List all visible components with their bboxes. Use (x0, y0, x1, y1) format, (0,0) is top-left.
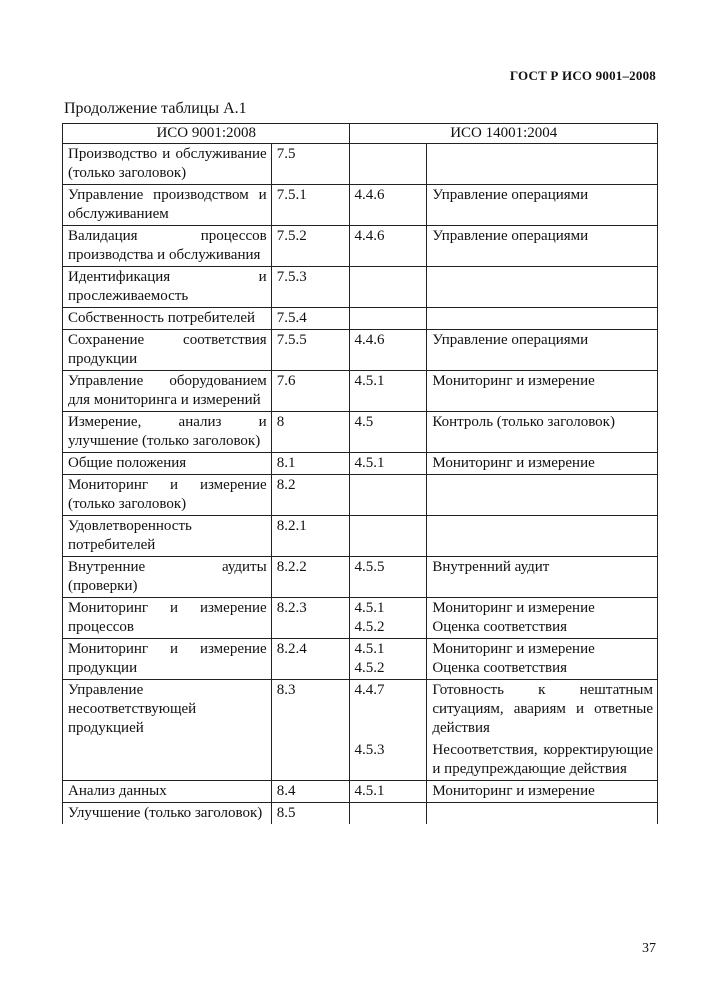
iso9001-clause-cell: 8.2.3 (271, 598, 349, 639)
iso14001-clause-cell (349, 781, 427, 803)
iso14001-title-cell (427, 803, 658, 825)
table-row (63, 639, 658, 680)
iso9001-requirement-cell: Общие положения (63, 453, 272, 475)
iso9001-clause-cell: 8 (271, 412, 349, 453)
iso14001-clause-cell (349, 226, 427, 267)
table-row (63, 598, 658, 639)
iso14001-clause-value: 4.5.1 (354, 783, 385, 799)
iso14001-clause-value: 4.4.6 (354, 187, 385, 203)
iso14001-clause-cell (349, 453, 427, 475)
iso9001-requirement-cell: Управление оборудованием для мониторинга и измерений (63, 371, 272, 412)
iso14001-clause-cell (349, 475, 427, 516)
iso14001-title-value: Внутренний аудит (432, 559, 550, 575)
table-row (63, 781, 658, 803)
iso9001-clause-cell: 7.5.1 (271, 185, 349, 226)
iso9001-clause-cell: 7.5 (271, 144, 349, 185)
iso9001-requirement-cell: Внутренние аудиты (проверки) (63, 557, 272, 598)
iso14001-clause-value: 4.5.1 (354, 455, 385, 471)
iso14001-clause-value: 4.5.1 (354, 641, 385, 657)
iso9001-clause-cell: 8.2 (271, 475, 349, 516)
column-header-iso9001: ИСО 9001:2008 (63, 124, 350, 144)
table-row (63, 803, 658, 825)
column-header-iso14001: ИСО 14001:2004 (349, 124, 657, 144)
table-row (63, 680, 658, 781)
table-row (63, 412, 658, 453)
correspondence-table (62, 123, 658, 824)
iso14001-title-cell (427, 308, 658, 330)
table-row (63, 308, 658, 330)
iso14001-clause-value: 4.4.7 (354, 682, 385, 698)
table-row (63, 144, 658, 185)
table-row (63, 267, 658, 308)
iso14001-title-cell (427, 412, 658, 453)
iso14001-clause-cell (349, 639, 427, 680)
iso14001-clause-cell (349, 557, 427, 598)
iso9001-clause-cell: 7.5.5 (271, 330, 349, 371)
iso14001-title-value: Управление операциями (432, 187, 589, 203)
iso14001-title-cell (427, 475, 658, 516)
iso14001-clause-value: 4.4.6 (354, 228, 385, 244)
iso14001-title-value: Мониторинг и измерение (432, 455, 595, 471)
table-row (63, 330, 658, 371)
iso14001-title-cell (427, 781, 658, 803)
iso9001-requirement-cell: Мониторинг и измерение процессов (63, 598, 272, 639)
iso14001-title-cell (427, 330, 658, 371)
table-row (63, 557, 658, 598)
iso9001-requirement-cell: Идентификация и прослеживаемость (63, 267, 272, 308)
iso14001-clause-cell (349, 803, 427, 825)
iso9001-requirement-cell: Производство и обслуживание (только заголовок) (63, 144, 272, 185)
iso9001-clause-cell: 8.2.2 (271, 557, 349, 598)
iso14001-clause-value: 4.5.2 (354, 619, 385, 635)
iso14001-clause-cell (349, 144, 427, 185)
iso14001-title-cell (427, 185, 658, 226)
iso9001-clause-cell: 8.4 (271, 781, 349, 803)
iso14001-title-value: Управление операциями (432, 332, 589, 348)
iso9001-clause-cell: 8.2.1 (271, 516, 349, 557)
iso9001-requirement-cell: Удовлетворенность потребителей (63, 516, 272, 557)
iso14001-clause-value: 4.5 (354, 414, 374, 430)
iso9001-requirement-cell: Измерение, анализ и улучшение (только заголовок) (63, 412, 272, 453)
iso14001-title-value: Контроль (только заголовок) (432, 414, 615, 430)
iso9001-clause-cell: 7.6 (271, 371, 349, 412)
iso14001-title-value: Управление операциями (432, 228, 589, 244)
iso14001-title-cell (427, 144, 658, 185)
table-caption: Продолжение таблицы А.1 (64, 100, 247, 117)
iso9001-clause-cell: 8.1 (271, 453, 349, 475)
iso14001-title-value: Несоответствия, корректирующие и предупреждающие действия (432, 742, 653, 777)
iso14001-title-value: Мониторинг и измерение (432, 783, 595, 799)
iso14001-title-value: Мониторинг и измерение (432, 600, 595, 616)
iso9001-clause-cell: 7.5.2 (271, 226, 349, 267)
table-header-row (63, 124, 658, 144)
iso9001-requirement-cell: Собственность потребителей (63, 308, 272, 330)
iso14001-clause-value: 4.4.6 (354, 332, 385, 348)
table-row (63, 453, 658, 475)
iso14001-title-value: Мониторинг и измерение (432, 641, 595, 657)
table-row (63, 516, 658, 557)
iso14001-title-cell (427, 639, 658, 680)
iso14001-title-cell (427, 557, 658, 598)
iso9001-requirement-cell: Анализ данных (63, 781, 272, 803)
iso14001-clause-value: 4.5.2 (354, 660, 385, 676)
iso14001-title-value: Мониторинг и измерение (432, 373, 595, 389)
iso14001-title-cell (427, 598, 658, 639)
iso14001-clause-cell (349, 598, 427, 639)
table-row (63, 226, 658, 267)
iso9001-clause-cell: 8.3 (271, 680, 349, 781)
iso14001-title-cell (427, 371, 658, 412)
iso14001-title-value: Оценка соответствия (432, 619, 568, 635)
iso14001-clause-cell (349, 680, 427, 781)
document-standard-header: ГОСТ Р ИСО 9001–2008 (509, 68, 656, 83)
iso14001-clause-cell (349, 371, 427, 412)
iso14001-title-value: Готовность к нештатным ситуациям, авариям и ответные действия (432, 682, 653, 736)
iso9001-requirement-cell: Мониторинг и измерение продукции (63, 639, 272, 680)
table-row (63, 185, 658, 226)
iso9001-clause-cell: 8.2.4 (271, 639, 349, 680)
iso9001-clause-cell: 7.5.4 (271, 308, 349, 330)
iso9001-requirement-cell: Валидация процессов производства и обслуживания (63, 226, 272, 267)
iso9001-requirement-cell: Управление несоответствующей продукцией (63, 680, 272, 781)
iso9001-clause-cell: 7.5.3 (271, 267, 349, 308)
iso14001-clause-value: 4.5.1 (354, 373, 385, 389)
iso9001-clause-cell: 8.5 (271, 803, 349, 825)
iso14001-title-cell (427, 453, 658, 475)
iso9001-requirement-cell: Сохранение соответствия продукции (63, 330, 272, 371)
iso14001-clause-cell (349, 412, 427, 453)
iso9001-requirement-cell: Управление производством и обслуживанием (63, 185, 272, 226)
page-number: 37 (642, 941, 656, 956)
iso14001-clause-value: 4.5.3 (354, 742, 385, 758)
iso14001-clause-cell (349, 516, 427, 557)
iso14001-clause-cell (349, 308, 427, 330)
iso14001-title-cell (427, 680, 658, 781)
iso14001-title-cell (427, 226, 658, 267)
iso9001-requirement-cell: Улучшение (только заголовок) (63, 803, 272, 825)
iso14001-clause-cell (349, 267, 427, 308)
iso14001-clause-cell (349, 185, 427, 226)
iso14001-clause-value: 4.5.1 (354, 600, 385, 616)
iso14001-title-value: Оценка соответствия (432, 660, 568, 676)
iso9001-requirement-cell: Мониторинг и измерение (только заголовок) (63, 475, 272, 516)
iso14001-title-cell (427, 516, 658, 557)
table-row (63, 475, 658, 516)
iso14001-clause-cell (349, 330, 427, 371)
table-row (63, 371, 658, 412)
iso14001-title-cell (427, 267, 658, 308)
iso14001-clause-value: 4.5.5 (354, 559, 385, 575)
